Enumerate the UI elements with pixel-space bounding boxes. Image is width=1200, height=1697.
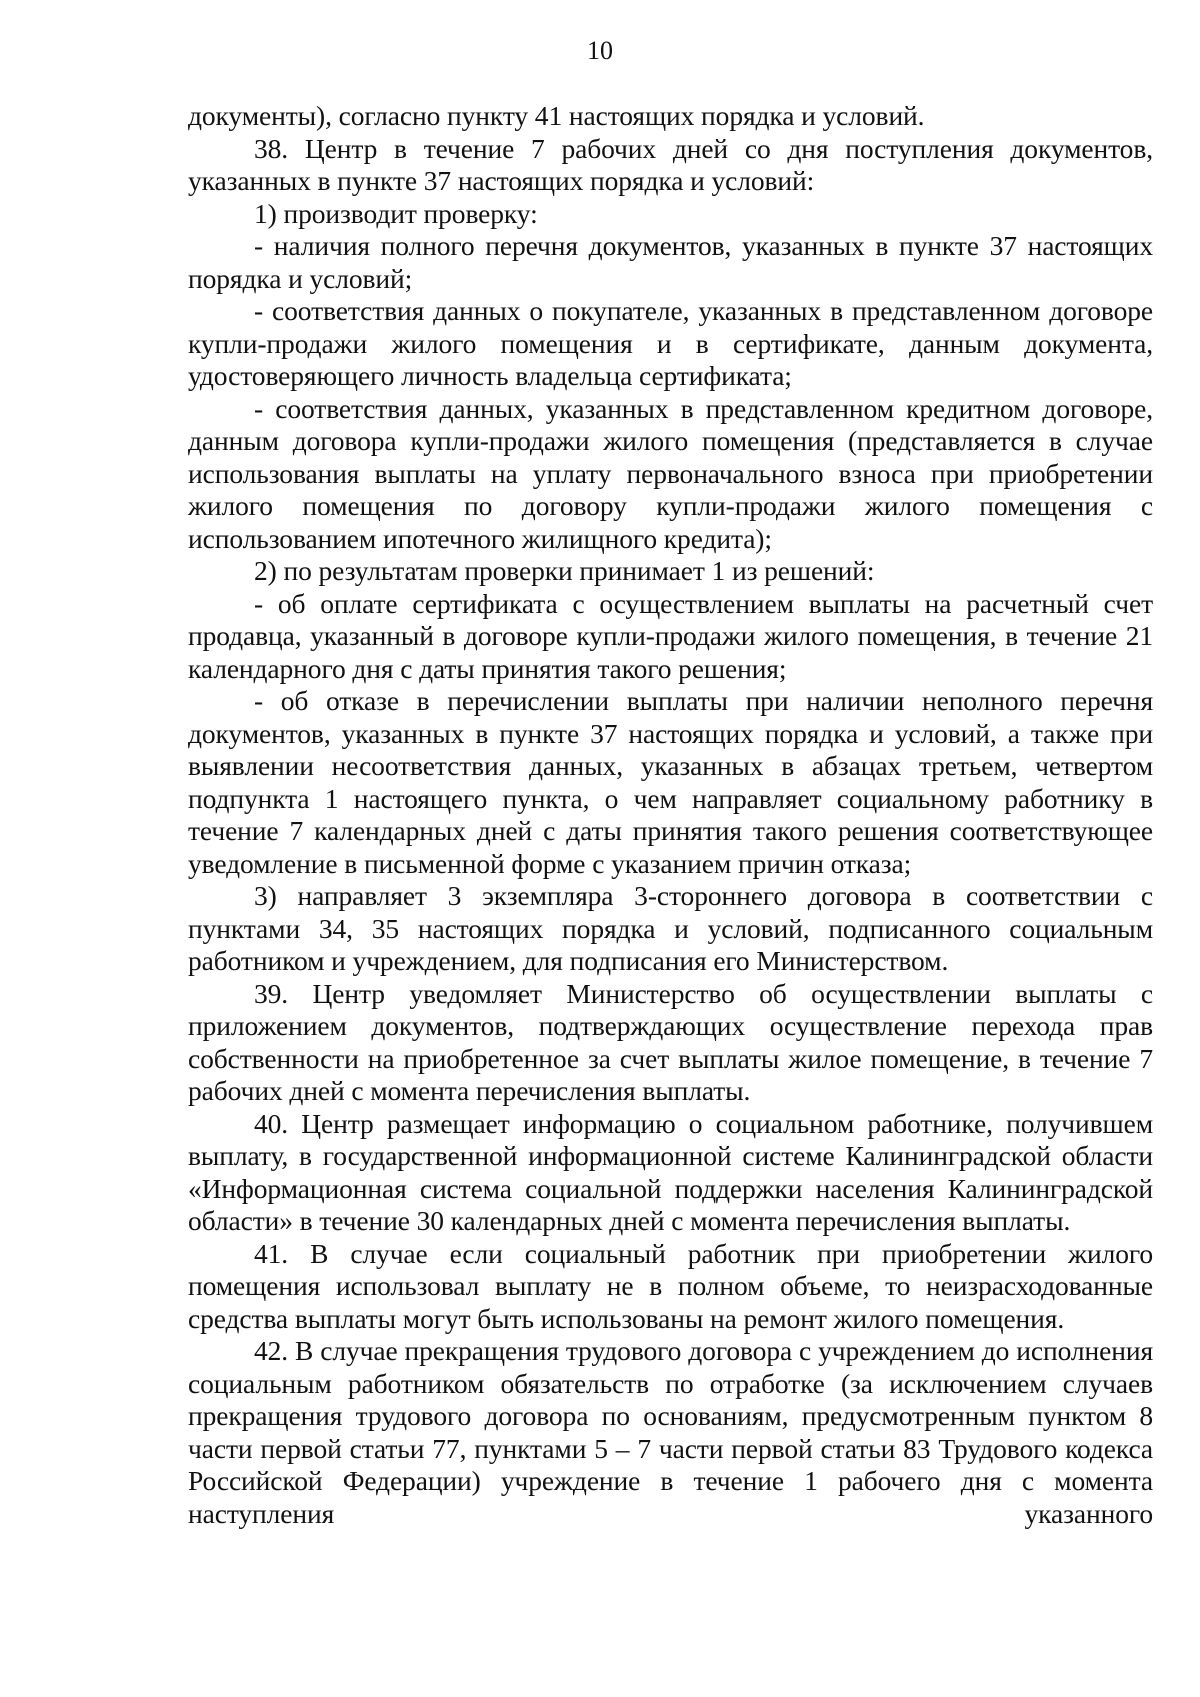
paragraph: 39. Центр уведомляет Министерство об осуществлении выплаты с приложением документов, подтверждающих осуществление перехода прав собственности на приобретенное за счет выплаты жилое помещение, в течение 7 рабочих дней с момента перечисления выплаты. — [188, 977, 1153, 1106]
paragraph: - об оплате сертификата с осуществлением выплаты на расчетный счет продавца, указанный в договоре купли-продажи жилого помещения, в течение 21 календарного дня с даты принятия такого решения; — [188, 587, 1153, 684]
paragraph: 41. В случае если социальный работник при приобретении жилого помещения использовал выплату не в полном объеме, то неизрасходованные средства выплаты могут быть использованы на ремонт жилого помещения. — [188, 1237, 1153, 1334]
paragraph: документы), согласно пункту 41 настоящих порядка и условий. — [188, 100, 925, 131]
paragraph: 42. В случае прекращения трудового договора с учреждением до исполнения социальным работником обязательств по отработке (за исключением случаев прекращения трудового договора по основаниям, предусмотренным пунктом 8 части первой статьи 77, пунктами 5 – 7 части первой статьи 83 Трудового кодекса Российской Федерации) учреждение в течение 1 рабочего дня с момента наступления указанного — [188, 1335, 1153, 1529]
paragraph: 3) направляет 3 экземпляра 3-стороннего договора в соответствии с пунктами 34, 35 настоящих порядка и условий, подписанного социальным работником и учреждением, для подписания его Министерством. — [188, 880, 1153, 976]
page-number: 10 — [587, 36, 613, 65]
paragraph: 38. Центр в течение 7 рабочих дней со дня поступления документов, указанных в пункте 37 настоящих порядка и условий: — [188, 132, 1153, 196]
paragraph: 40. Центр размещает информацию о социальном работнике, получившем выплату, в государственной информационной системе Калининградской области «Информационная система социальной поддержки населения Калининградской области» в течение 30 календарных дней с момента перечисления выплаты. — [188, 1107, 1153, 1236]
paragraph: - соответствия данных, указанных в представленном кредитном договоре, данным договора купли-продажи жилого помещения (представляется в случае использования выплаты на уплату первоначального взноса при приобретении жилого помещения по договору купли-продажи жилого помещения с использованием ипотечного жилищного кредита); — [188, 392, 1153, 554]
paragraph: - соответствия данных о покупателе, указанных в представленном договоре купли-продажи жилого помещения и в сертификате, данным документа, удостоверяющего личность владельца сертификата; — [188, 295, 1153, 391]
paragraph: 2) по результатам проверки принимает 1 из решений: — [254, 555, 875, 586]
paragraph: - наличия полного перечня документов, указанных в пункте 37 настоящих порядка и условий; — [188, 230, 1153, 294]
paragraph: - об отказе в перечислении выплаты при наличии неполного перечня документов, указанных в пункте 37 настоящих порядка и условий, а также при выявлении несоответствия данных, указанных в абзацах третьем, четвертом подпункта 1 настоящего пункта, о чем направляет социальному работнику в течение 7 календарных дней с даты принятия такого решения соответствующее уведомление в письменной форме с указанием причин отказа; — [188, 685, 1153, 879]
document-body — [188, 100, 1153, 1530]
paragraph: 1) производит проверку: — [254, 197, 538, 229]
